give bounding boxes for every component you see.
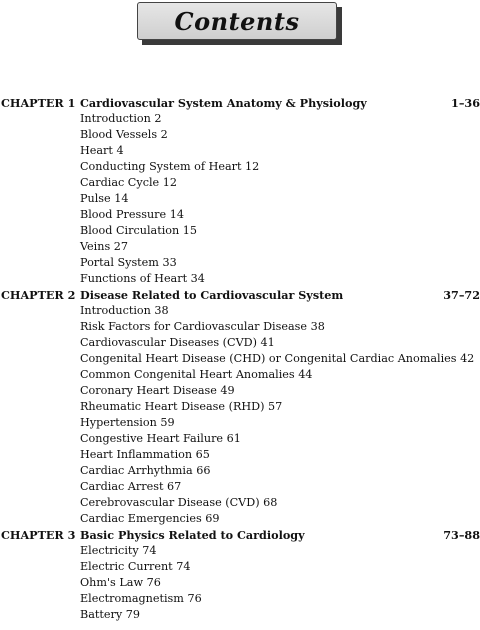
section-entry: Hypertension 59 <box>80 416 175 429</box>
table-of-contents <box>0 95 480 623</box>
section-entry: Ohm's Law 76 <box>80 576 161 589</box>
section-entry: Electromagnetism 76 <box>80 592 202 605</box>
chapter-title: Disease Related to Cardiovascular System <box>80 288 344 302</box>
chapter-page-range: 1–36 <box>451 96 480 110</box>
section-entry: Cerebrovascular Disease (CVD) 68 <box>80 496 278 509</box>
section-entry: Cardiac Emergencies 69 <box>80 512 220 525</box>
section-entry: Blood Circulation 15 <box>80 224 197 237</box>
heading-panel <box>137 2 337 40</box>
section-entry: Introduction 2 <box>80 112 162 125</box>
section-entry: Rheumatic Heart Disease (RHD) 57 <box>80 400 283 413</box>
section-entry: Electricity 74 <box>80 544 157 557</box>
section-entry: Heart Inflammation 65 <box>80 448 210 461</box>
section-entry: Conducting System of Heart 12 <box>80 160 260 173</box>
section-entry: Congestive Heart Failure 61 <box>80 432 241 445</box>
section-entry: Functions of Heart 34 <box>80 272 205 285</box>
section-entry: Blood Pressure 14 <box>80 208 184 221</box>
section-entry: Pulse 14 <box>80 192 129 205</box>
chapter-page-range: 37–72 <box>443 288 480 302</box>
chapter-number: CHAPTER 3 <box>1 528 76 542</box>
section-entry: Battery 79 <box>80 608 140 621</box>
chapter-number: CHAPTER 2 <box>1 288 76 302</box>
section-entry: Heart 4 <box>80 144 124 157</box>
section-entry: Common Congenital Heart Anomalies 44 <box>80 368 313 381</box>
section-list <box>0 543 480 623</box>
section-entry: Electric Current 74 <box>80 560 191 573</box>
chapter-number: CHAPTER 1 <box>1 96 76 110</box>
section-entry: Risk Factors for Cardiovascular Disease 38 <box>80 320 325 333</box>
section-entry: Cardiovascular Diseases (CVD) 41 <box>80 336 275 349</box>
chapter-title: Basic Physics Related to Cardiology <box>80 528 305 542</box>
section-entry: Blood Vessels 2 <box>80 128 168 141</box>
section-entry: Congenital Heart Disease (CHD) or Congenital Cardiac Anomalies 42 <box>80 352 475 365</box>
section-list <box>0 111 480 287</box>
section-list <box>0 303 480 527</box>
contents-heading-box <box>137 2 343 46</box>
section-entry: Cardiac Cycle 12 <box>80 176 177 189</box>
chapter-heading <box>0 287 480 303</box>
chapter-heading <box>0 95 480 111</box>
section-entry: Portal System 33 <box>80 256 177 269</box>
chapter-heading <box>0 527 480 543</box>
page-title: Contents <box>174 6 300 36</box>
section-entry: Introduction 38 <box>80 304 169 317</box>
chapter-title: Cardiovascular System Anatomy & Physiology <box>80 96 367 110</box>
chapter-page-range: 73–88 <box>443 528 480 542</box>
section-entry: Cardiac Arrhythmia 66 <box>80 464 211 477</box>
section-entry: Cardiac Arrest 67 <box>80 480 182 493</box>
section-entry: Veins 27 <box>80 240 128 253</box>
section-entry: Coronary Heart Disease 49 <box>80 384 235 397</box>
